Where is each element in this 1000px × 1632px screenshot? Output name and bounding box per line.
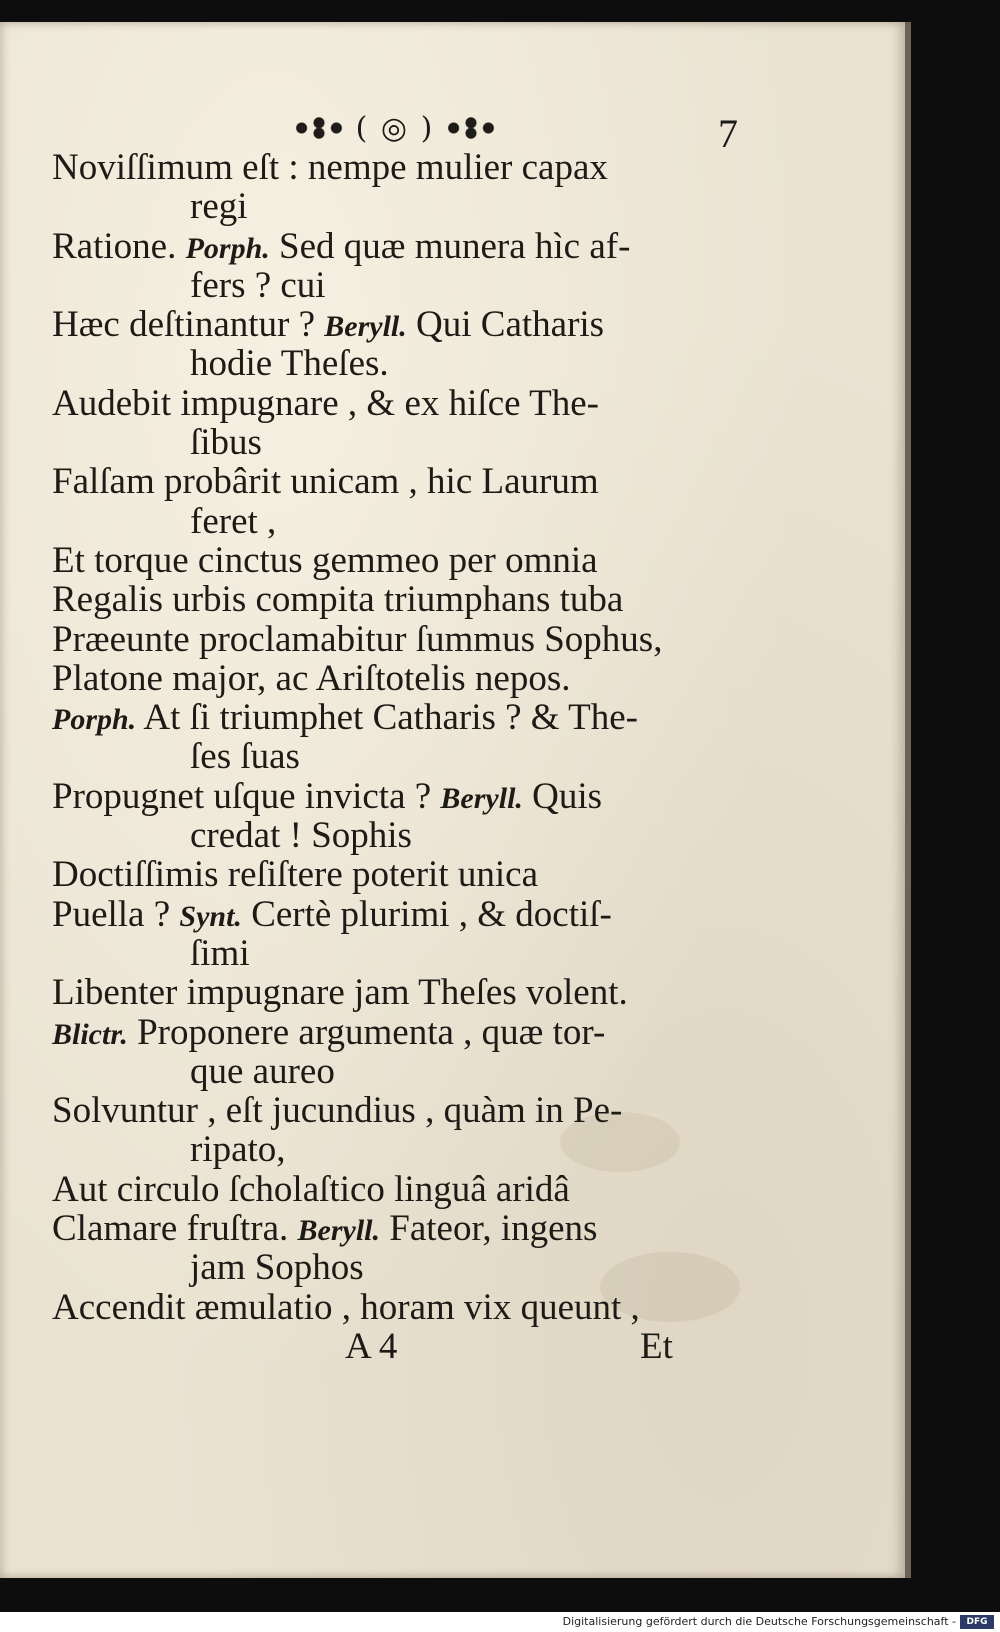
speaker-name: Beryll.	[440, 781, 523, 815]
text-line: Noviſſimum eſt : nempe mulier capax	[52, 147, 608, 188]
catchword: Et	[640, 1326, 673, 1367]
text-line: credat ! Sophis	[190, 815, 412, 857]
verse-text	[52, 148, 752, 1327]
text-fragment: Certè plurimi , & doctiſ-	[241, 893, 612, 935]
text-fragment: Quis	[522, 775, 603, 817]
text-line: Præeunte proclamabitur ſummus Sophus,	[52, 618, 663, 660]
text-fragment: Fateor, ingens	[380, 1208, 598, 1250]
text-line: Falſam probârit unicam , hic Laurum	[52, 461, 599, 503]
text-line: que aureo	[190, 1050, 335, 1092]
text-line	[52, 227, 752, 266]
speaker-name: Beryll.	[297, 1214, 381, 1248]
text-fragment: Propugnet uſque invicta ?	[52, 775, 441, 817]
text-line	[52, 1209, 752, 1248]
text-fragment: Ratione.	[52, 225, 186, 267]
text-line: Audebit impugnare , & ex hiſce The-	[52, 382, 599, 424]
text-line: Et torque cinctus gemmeo per omnia	[52, 539, 598, 581]
speaker-name: Porph.	[185, 231, 270, 265]
text-line: Platone major, ac Ariſtotelis nepos.	[52, 657, 571, 699]
page-footer	[0, 1325, 905, 1369]
text-line: jam Sophos	[190, 1247, 364, 1289]
speaker-name: Blictr.	[52, 1017, 128, 1051]
ornament-center: ( ◎ )	[355, 110, 435, 146]
text-line: feret ,	[190, 500, 277, 542]
text-line: Regalis urbis compita triumphans tuba	[52, 579, 624, 621]
text-fragment: At ſi triumphet Catharis ? & The-	[136, 697, 638, 739]
text-fragment: Hæc deſtinantur ?	[52, 304, 325, 346]
fleuron-icon	[290, 115, 348, 141]
text-line: ſibus	[190, 422, 262, 464]
text-line	[52, 895, 752, 934]
text-line: hodie Theſes.	[190, 343, 389, 385]
text-line: ripato,	[190, 1129, 286, 1171]
speaker-name: Synt.	[179, 899, 242, 933]
speaker-name: Beryll.	[324, 310, 407, 344]
text-line: ſimi	[190, 932, 250, 974]
running-header	[0, 110, 905, 156]
text-line: ſes ſuas	[190, 736, 300, 778]
fleuron-icon	[442, 115, 500, 141]
text-line	[52, 305, 752, 344]
text-fragment: Clamare fruſtra.	[52, 1208, 298, 1250]
text-line: Libenter impugnare jam Theſes volent.	[52, 972, 628, 1014]
text-line: Doctiſſimis reſiſtere poterit unica	[52, 854, 538, 896]
page-number: 7	[718, 111, 738, 156]
text-line	[52, 1013, 752, 1052]
banner-text: Digitalisierung gefördert durch die Deutsche Forschungsgemeinschaft -	[562, 1615, 956, 1628]
header-ornament	[260, 110, 530, 146]
signature-mark: A 4	[345, 1326, 398, 1367]
text-fragment: Puella ?	[52, 893, 180, 935]
text-line: Solvuntur , eſt jucundius , quàm in Pe-	[52, 1090, 623, 1132]
text-fragment: Sed quæ munera hìc af-	[269, 225, 631, 267]
digitization-banner	[0, 1612, 1000, 1632]
text-line: regi	[190, 186, 248, 228]
text-fragment: Qui Catharis	[406, 304, 605, 346]
text-line	[52, 698, 752, 737]
text-fragment: Proponere argumenta , quæ tor-	[127, 1011, 606, 1053]
text-line	[52, 777, 752, 816]
text-line: fers ? cui	[190, 264, 326, 306]
page-edge	[905, 22, 911, 1578]
speaker-name: Porph.	[52, 703, 137, 737]
text-line: Accendit æmulatio , horam vix queunt ,	[52, 1286, 640, 1328]
text-line: Aut circulo ſcholaſtico linguâ aridâ	[52, 1168, 570, 1210]
dfg-logo-icon: DFG	[960, 1615, 994, 1629]
